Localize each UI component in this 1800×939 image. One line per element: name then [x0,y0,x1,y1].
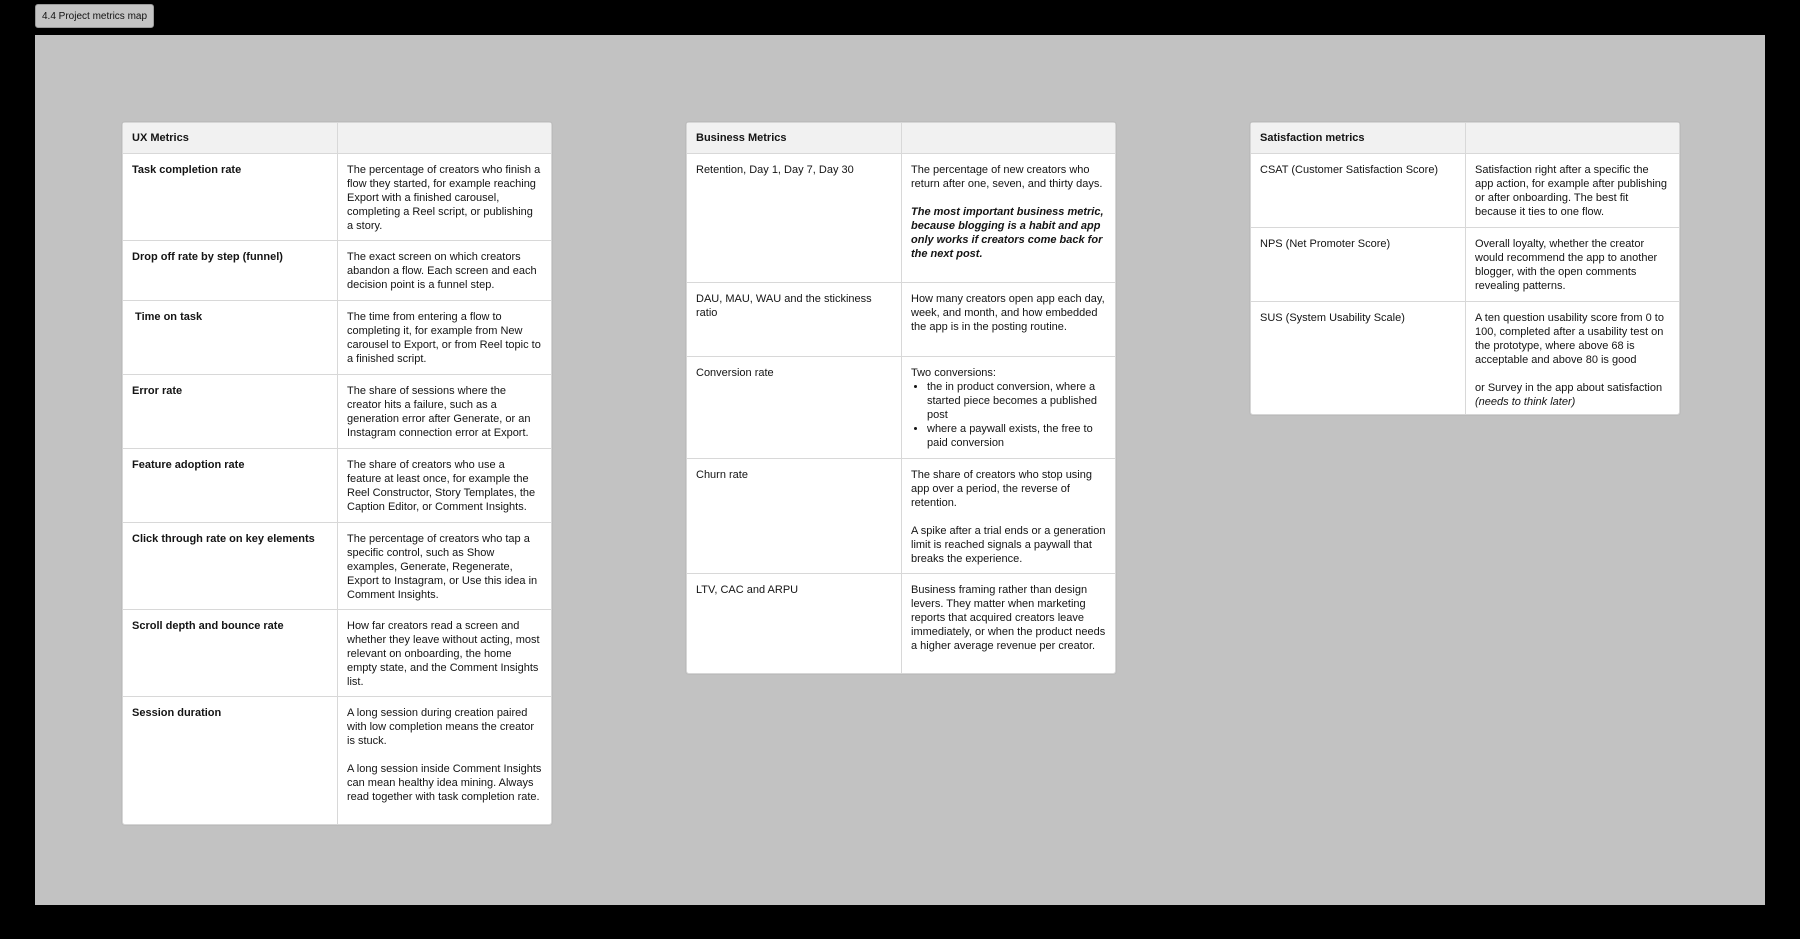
metric-name: Drop off rate by step (funnel) [123,241,338,300]
survey-text: or Survey in the app about satisfaction [1475,382,1663,394]
table-row [687,154,1115,283]
metric-description: Two conversions: [911,367,996,379]
table-header-row [687,123,1115,154]
metric-description: Business framing rather than design levers. They matter when marketing reports that acquired creators leave immediately, or when the product needs a higher average revenue per creator. [911,584,1106,652]
metric-name: CSAT (Customer Satisfaction Score) [1251,154,1466,227]
metric-name: Churn rate [687,459,902,573]
metric-description-note [1475,381,1670,409]
metric-name: LTV, CAC and ARPU [687,574,902,673]
metric-description: A long session during creation paired with low completion means the creator is stuck. [347,707,535,747]
list-item: • the in product conversion, where a started piece becomes a published post [927,380,1106,422]
metric-name: Click through rate on key elements [123,523,338,609]
table-row [123,375,551,449]
metric-description-cell [902,357,1115,458]
metric-emphasis-note: The most important business metric, because blogging is a habit and app only works if creators come back for the next post. [911,206,1104,260]
business-metrics-table [686,122,1116,674]
metric-description: The share of creators who stop using app over a period, the reverse of retention. [911,469,1092,509]
table-row [123,697,551,824]
table-row [123,301,551,375]
metric-description: Overall loyalty, whether the creator would recommend the app to another blogger, with the open comments revealing patterns. [1475,238,1658,292]
metric-description-cell [338,697,551,824]
metric-description-note: A spike after a trial ends or a generation limit is reached signals a paywall that breaks the experience. [911,525,1106,565]
table-header-row [123,123,551,154]
canvas [35,35,1765,905]
table-title: Business Metrics [687,123,902,153]
metric-name: Task completion rate [123,154,338,240]
metric-name: NPS (Net Promoter Score) [1251,228,1466,301]
metric-description: The percentage of new creators who return after one, seven, and thirty days. [911,164,1103,190]
table-row [123,523,551,610]
header-cell [338,123,551,153]
metric-description: The share of sessions where the creator hits a failure, such as a generation error after Generate, or an Instagram connection error at Export. [347,385,531,439]
table-row [687,357,1115,459]
metric-description: How many creators open app each day, week, and month, and how embedded the app is in the posting routine. [911,293,1105,333]
table-row [1251,228,1679,302]
metric-description: The percentage of creators who finish a flow they started, for example reaching Export with a finished carousel, completing a Reel script, or publishing a story. [347,164,541,232]
satisfaction-metrics-table [1250,122,1680,415]
table-header-row [1251,123,1679,154]
survey-todo-note: (needs to think later) [1475,396,1576,408]
metric-description: A ten question usability score from 0 to 100, completed after a usability test on the prototype, where above 68 is acceptable and above 80 is good [1475,312,1664,366]
metric-name: Feature adoption rate [123,449,338,522]
metric-name: DAU, MAU, WAU and the stickiness ratio [687,283,902,356]
metric-name: Retention, Day 1, Day 7, Day 30 [687,154,902,282]
table-row [687,574,1115,673]
table-row [687,283,1115,357]
table-row [1251,302,1679,414]
frame-label[interactable]: 4.4 Project metrics map [35,4,154,28]
header-cell [1466,123,1679,153]
metric-name: Time on task [123,301,338,374]
table-row [1251,154,1679,228]
table-row [687,459,1115,574]
metric-description: The exact screen on which creators abandon a flow. Each screen and each decision point is a funnel step. [347,251,537,291]
conversion-list [911,380,1106,450]
metric-name: Conversion rate [687,357,902,458]
table-row [123,154,551,241]
table-title: UX Metrics [123,123,338,153]
metric-description-cell [902,154,1115,282]
metric-description: The share of creators who use a feature at least once, for example the Reel Constructor, Story Templates, the Caption Editor, or Comment Insights. [347,459,536,513]
metric-description: The time from entering a flow to completing it, for example from New carousel to Export, or from Reel topic to a finished script. [347,311,541,365]
metric-description-cell [1466,302,1679,414]
metric-description: How far creators read a screen and whether they leave without acting, most relevant on onboarding, the home empty state, and the Comment Insights list. [347,620,540,688]
metric-description: Satisfaction right after a specific the app action, for example after publishing or after onboarding. The best fit because it ties to one flow. [1475,164,1668,218]
metric-description: The percentage of creators who tap a specific control, such as Show examples, Generate, Regenerate, Export to Instagram, or Use this idea in Comment Insights. [347,533,538,601]
metric-name: Scroll depth and bounce rate [123,610,338,696]
header-cell [902,123,1115,153]
metric-description-cell [902,459,1115,573]
table-row [123,449,551,523]
metric-description-note: A long session inside Comment Insights can mean healthy idea mining. Always read together with task completion rate. [347,763,542,803]
table-row [123,610,551,697]
table-row [123,241,551,301]
metric-name: Error rate [123,375,338,448]
table-title: Satisfaction metrics [1251,123,1466,153]
metric-name: Session duration [123,697,338,824]
list-item: • where a paywall exists, the free to paid conversion [927,422,1106,450]
metric-name: SUS (System Usability Scale) [1251,302,1466,414]
ux-metrics-table [122,122,552,825]
